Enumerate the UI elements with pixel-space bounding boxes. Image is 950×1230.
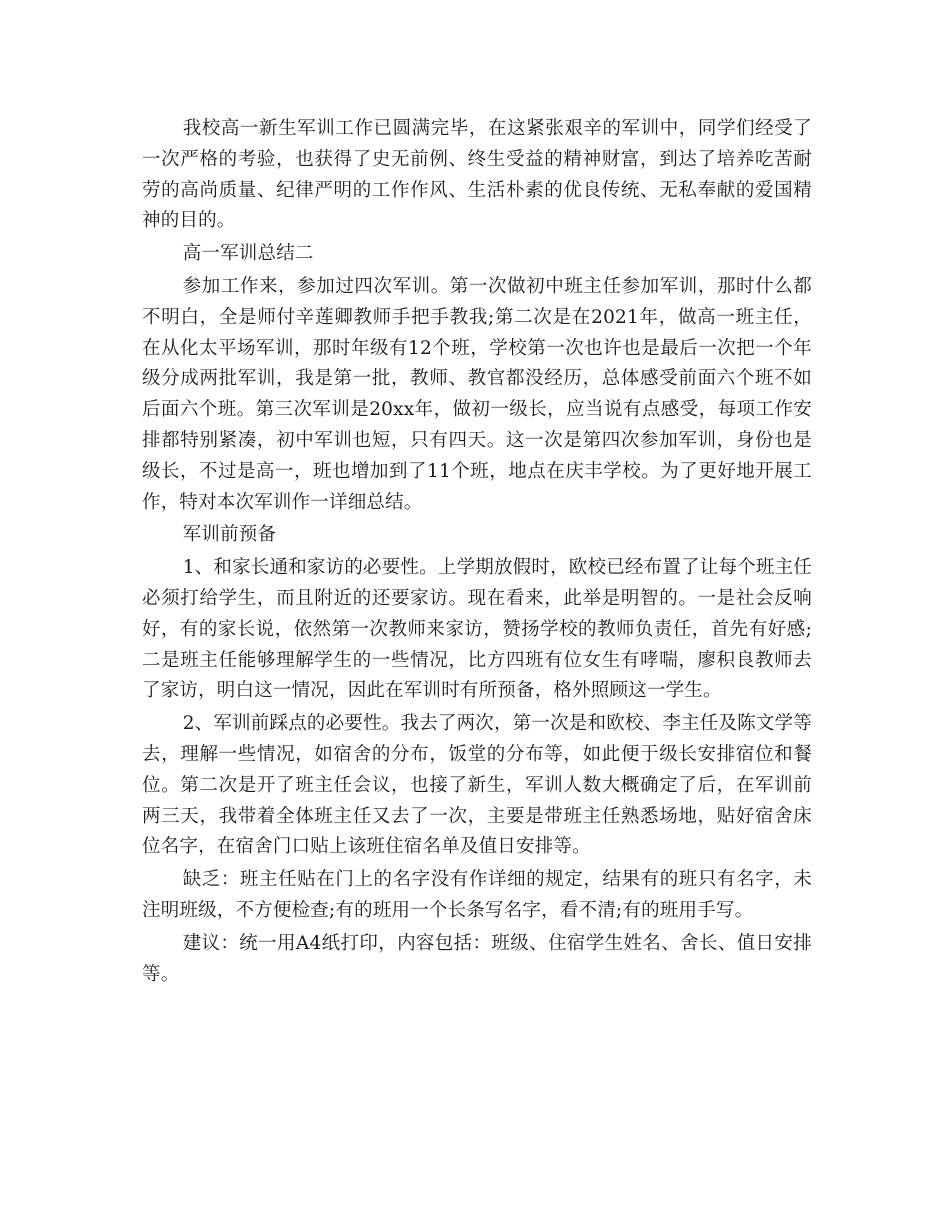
suggestion-paragraph: 建议：统一用A4纸打印，内容包括：班级、住宿学生姓名、舍长、值日安排等。	[142, 932, 812, 985]
shortcoming-paragraph: 缺乏：班主任贴在门上的名字没有作详细的规定，结果有的班只有名字，未注明班级，不方便检查;有的班用一个长条写名字，看不清;有的班用手写。	[142, 869, 812, 921]
document-body	[142, 114, 812, 990]
home-visit-paragraph: 1、和家长通和家访的必要性。上学期放假时，欧校已经布置了让每个班主任必须打给学生，而且附近的还要家访。现在看来，此举是明智的。一是社会反响好，有的家长说，依然第一次教师来家访，赞扬学校的教师负责任，首先有好感;二是班主任能够理解学生的一些情况，比方四班有位女生有哮喘，廖积良教师去了家访，明白这一情况，因此在军训时有所预备，格外照顾这一学生。	[142, 557, 812, 702]
intro-paragraph: 我校高一新生军训工作已圆满完毕，在这紧张艰辛的军训中，同学们经受了一次严格的考验，也获得了史无前例、终生受益的精神财富，到达了培养吃苦耐劳的高尚质量、纪律严明的工作作风、生活朴素的优良传统、无私奉献的爱国精神的目的。	[142, 118, 812, 232]
section-heading-preparation: 军训前预备	[182, 524, 277, 546]
site-visit-paragraph: 2、军训前踩点的必要性。我去了两次，第一次是和欧校、李主任及陈文学等去，理解一些情况，如宿舍的分布，饭堂的分布等，如此便于级长安排宿位和餐位。第二次是开了班主任会议，也接了新生，军训人数大概确定了后，在军训前两三天，我带着全体班主任又去了一次，主要是带班主任熟悉场地，贴好宿舍床位名字，在宿舍门口贴上该班住宿名单及值日安排等。	[142, 713, 812, 858]
section-heading-summary-two: 高一军训总结二	[182, 243, 314, 265]
experience-paragraph: 参加工作来，参加过四次军训。第一次做初中班主任参加军训，那时什么都不明白，全是师付辛莲卿教师手把手教我;第二次是在2021年，做高一班主任，在从化太平场军训，那时年级有12个班，学校第一次也许也是最后一次把一个年级分成两批军训，我是第一批，教师、教官都没经历，总体感受前面六个班不如后面六个班。第三次军训是20xx年，做初一级长，应当说有点感受，每项工作安排都特别紧凑，初中军训也短，只有四天。这一次是第四次参加军训，身份也是级长，不过是高一，班也增加到了11个班，地点在庆丰学校。为了更好地开展工作，特对本次军训作一详细总结。	[142, 275, 812, 513]
